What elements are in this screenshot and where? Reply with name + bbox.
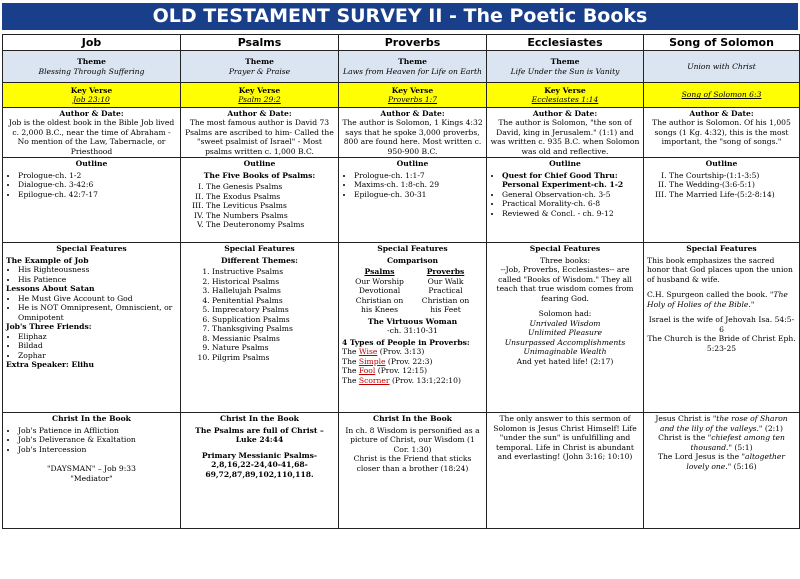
list-item: 8. Messianic Psalms bbox=[212, 334, 335, 343]
song-text-4: The Church is the Bride of Christ Eph. 5:23-25 bbox=[647, 334, 796, 353]
author-text: The author is Solomon, 1 Kings 4:32 says that he spoke 3,000 proverbs, 800 are found here. Most written c. 950-900 B.C. bbox=[342, 118, 483, 156]
outline-label: Outline bbox=[75, 159, 108, 169]
list-item: V. The Deuteronomy Psalms bbox=[206, 220, 335, 229]
list-item: • Practical Morality-ch. 6-8 bbox=[502, 199, 640, 208]
special-song bbox=[644, 243, 800, 413]
christ-label: Christ In the Book bbox=[52, 414, 131, 424]
key-verse-ref: Ecclesiastes 1:14 bbox=[531, 95, 599, 104]
key-verse-song bbox=[644, 83, 800, 108]
list-item: III. The Leviticus Psalms bbox=[206, 201, 335, 210]
outline-psalms bbox=[181, 158, 339, 243]
author-psalms bbox=[181, 108, 339, 158]
column-header-psalms: Psalms bbox=[181, 35, 339, 51]
special-label: Special Features bbox=[224, 244, 295, 254]
key-verse-proverbs bbox=[339, 83, 487, 108]
key-verse-psalms bbox=[181, 83, 339, 108]
comparison-psalms bbox=[350, 267, 410, 314]
column-header-ecclesiastes: Ecclesiastes bbox=[487, 35, 644, 51]
comparison-proverbs bbox=[416, 267, 476, 314]
list-item: 6. Supplication Psalms bbox=[212, 315, 335, 324]
list-item: • He is NOT Omnipresent, Omniscient, or Omnipotent bbox=[18, 303, 177, 322]
theme-label: Theme bbox=[245, 57, 274, 67]
list-item: • Prologue-ch. 1-2 bbox=[18, 171, 177, 180]
key-verse-ecclesiastes bbox=[487, 83, 644, 108]
song-text-1: This book emphasizes the sacred honor that God places upon the union of husband & wife. bbox=[647, 255, 793, 284]
theme-text: Life Under the Sun is Vanity bbox=[510, 66, 620, 76]
list-item: • Prologue-ch. 1:1-7 bbox=[354, 171, 483, 180]
list-item: • His Righteousness bbox=[18, 265, 177, 274]
column-header-proverbs: Proverbs bbox=[339, 35, 487, 51]
wisdom-text: In ch. 8 Wisdom is personified as a picture of Christ, our Wisdom (1 Cor. 1:30) bbox=[345, 425, 480, 454]
author-label: Author & Date: bbox=[227, 109, 292, 118]
list-item: • Bildad bbox=[18, 341, 177, 350]
list-item: 5. Imprecatory Psalms bbox=[212, 305, 335, 314]
list-item: I. The Courtship-(1:1-3:5) bbox=[669, 171, 796, 180]
mediator: "Mediator" bbox=[70, 473, 113, 483]
list-item: I. The Genesis Psalms bbox=[206, 182, 335, 191]
author-text: Job is the oldest book in the Bible Job lived c. 2,000 B.C., near the time of Abraham - No mention of the Law, Tabernacle, or Priesthood bbox=[8, 118, 175, 156]
comparison-heading: Comparison bbox=[386, 255, 439, 265]
author-text: The most famous author is David 73 Psalms are ascribed to him- Called the "sweet psalmist of Israel" - Most psalms written c. 1,000 B.C. bbox=[185, 118, 334, 156]
friends-heading: Job's Three Friends: bbox=[6, 322, 92, 332]
list-item: Unlimited Pleasure bbox=[527, 328, 603, 338]
christ-ecclesiastes bbox=[487, 413, 644, 529]
virtuous-woman: The Virtuous Woman bbox=[367, 316, 458, 326]
song-text-3: Israel is the wife of Jehovah Isa. 54:5-6 bbox=[648, 315, 795, 334]
theme-label: Theme bbox=[550, 57, 580, 67]
theme-text: Union with Christ bbox=[687, 61, 756, 71]
key-verse-row bbox=[3, 83, 800, 108]
outline-ecclesiastes bbox=[487, 158, 644, 243]
special-label: Special Features bbox=[529, 244, 601, 254]
list-item: Unimaginable Wealth bbox=[523, 347, 607, 357]
list-item: • Job's Patience in Affliction bbox=[18, 426, 177, 435]
list-item: • Job's Intercession bbox=[18, 445, 177, 454]
outline-song bbox=[644, 158, 800, 243]
christ-row bbox=[3, 413, 800, 529]
key-verse-ref: Psalm 29:2 bbox=[238, 95, 281, 104]
column-header-job: Job bbox=[3, 35, 181, 51]
list-item: • General Observation-ch. 3-5 bbox=[502, 190, 640, 199]
friend-text: Christ is the Friend that sticks closer than a brother (18:24) bbox=[353, 454, 472, 473]
psalms-full-of-christ: The Psalms are full of Christ – Luke 24:44 bbox=[195, 425, 324, 445]
list-item: 2. Historical Psalms bbox=[212, 277, 335, 286]
list-item: • Epilogue-ch. 30-31 bbox=[354, 190, 483, 199]
list-item: Unsurpassed Accomplishments bbox=[504, 337, 626, 347]
christ-label: Christ In the Book bbox=[373, 414, 452, 424]
comparison-proverbs-text: Our Walk Practical Christian on his Feet bbox=[421, 276, 470, 315]
survey-table bbox=[2, 34, 800, 529]
comparison-psalms-text: Our Worship Devotional Christian on his Knees bbox=[355, 276, 404, 315]
author-text: The author is Solomon, "the son of David, king in Jerusalem." (1:1) and was written c. 935 B.C. when Solomon was old and reflective. bbox=[490, 118, 640, 156]
themes-heading: Different Themes: bbox=[221, 255, 298, 265]
theme-job bbox=[3, 51, 181, 83]
theme-text: Blessing Through Suffering bbox=[38, 66, 145, 76]
special-ecclesiastes bbox=[487, 243, 644, 413]
list-item: The Simple (Prov. 22:3) bbox=[342, 356, 433, 366]
christ-job bbox=[3, 413, 181, 529]
outline-label: Outline bbox=[243, 159, 276, 169]
theme-ecclesiastes bbox=[487, 51, 644, 83]
key-verse-label: Key Verse bbox=[544, 85, 586, 95]
key-verse-label: Key Verse bbox=[70, 85, 113, 95]
comparison-columns bbox=[342, 267, 483, 314]
list-item: The Scorner (Prov. 13:1;22:10) bbox=[342, 375, 461, 385]
christ-psalms bbox=[181, 413, 339, 529]
key-verse-ref: Proverbs 1:7 bbox=[387, 95, 438, 104]
outline-proverbs bbox=[339, 158, 487, 243]
example-heading: The Example of Job bbox=[6, 255, 89, 265]
solomon-had: Solomon had: bbox=[538, 309, 592, 319]
list-item: 7. Thanksgiving Psalms bbox=[212, 324, 335, 333]
christ-proverbs bbox=[339, 413, 487, 529]
column-header-song: Song of Solomon bbox=[644, 35, 800, 51]
list-item: • Epilogue-ch. 42:7-17 bbox=[18, 190, 177, 199]
list-item: III. The Married Life-(5:2-8:14) bbox=[669, 190, 796, 199]
list-item: 1. Instructive Psalms bbox=[212, 267, 335, 276]
key-verse-ref: Job 23:10 bbox=[73, 95, 110, 104]
outline-row bbox=[3, 158, 800, 243]
song-christ-1: Jesus Christ is "the rose of Sharon and the lily of the valleys." (2:1) bbox=[655, 414, 788, 433]
author-label: Author & Date: bbox=[689, 109, 754, 118]
three-books-text: --Job, Proverbs, Ecclesiastes-- are called "Books of Wisdom." They all teach that true wisdom comes from fearing God. bbox=[496, 265, 634, 303]
author-label: Author & Date: bbox=[59, 109, 124, 118]
list-item: • His Patience bbox=[18, 275, 177, 284]
author-proverbs bbox=[339, 108, 487, 158]
special-job bbox=[3, 243, 181, 413]
list-item: • Dialogue-ch. 3-42:6 bbox=[18, 180, 177, 189]
hated-life: And yet hated life! (2:17) bbox=[516, 356, 614, 366]
list-item: • Reviewed & Concl. - ch. 9-12 bbox=[502, 209, 640, 218]
outline-label: Outline bbox=[549, 159, 581, 169]
key-verse-ref: Song of Solomon 6:3 bbox=[681, 90, 762, 100]
list-item: Unrivaled Wisdom bbox=[529, 318, 601, 328]
list-item: 3. Hallelujah Psalms bbox=[212, 286, 335, 295]
christ-label: Christ In the Book bbox=[220, 414, 299, 424]
list-item: 9. Nature Psalms bbox=[212, 343, 335, 352]
theme-psalms bbox=[181, 51, 339, 83]
list-item: • Eliphaz bbox=[18, 332, 177, 341]
list-item: • Zophar bbox=[18, 351, 177, 360]
primary-messianic: Primary Messianic Psalms- bbox=[201, 450, 318, 460]
list-item: • Job's Deliverance & Exaltation bbox=[18, 435, 177, 444]
special-psalms bbox=[181, 243, 339, 413]
song-christ-2: Christ is the "chiefest among ten thousand." (5:1) bbox=[658, 433, 785, 452]
key-verse-label: Key Verse bbox=[391, 85, 434, 95]
answer-text: The only answer to this sermon of Solomon is Jesus Christ Himself! Life "under the sun" is unfulfilling and temporal. Life in Christ is abundant and everlasting! (John 3:16; 10:10) bbox=[493, 414, 637, 462]
author-job bbox=[3, 108, 181, 158]
theme-label: Theme bbox=[77, 57, 106, 67]
author-label: Author & Date: bbox=[532, 109, 598, 118]
song-text-2: C.H. Spurgeon called the book. "The Holy of Holies of the Bible." bbox=[647, 290, 788, 309]
outline-label: Outline bbox=[396, 159, 429, 169]
page-title: OLD TESTAMENT SURVEY II - The Poetic Books bbox=[2, 3, 798, 30]
outline-label: Outline bbox=[705, 159, 738, 169]
author-row bbox=[3, 108, 800, 158]
extra-speaker: Extra Speaker: Elihu bbox=[6, 360, 95, 370]
daysman: "DAYSMAN" – Job 9:33 bbox=[47, 464, 136, 474]
author-text: The author is Solomon. Of his 1,005 songs (1 Kg. 4:32), this is the most important, the "song of songs." bbox=[652, 118, 791, 147]
messianic-list: 2,8,16,22-24,40-41,68-69,72,87,89,102,110,118. bbox=[205, 460, 314, 479]
theme-text: Prayer & Praise bbox=[228, 66, 291, 76]
three-books-heading: Three books: bbox=[539, 255, 591, 265]
list-item: • Quest for Chief Good Thru: Personal Experiment-ch. 1-2 bbox=[502, 171, 640, 190]
special-label: Special Features bbox=[56, 244, 127, 254]
list-item: The Fool (Prov. 12:15) bbox=[342, 366, 428, 376]
author-song bbox=[644, 108, 800, 158]
virtuous-woman-ref: -ch. 31:10-31 bbox=[387, 326, 438, 336]
outline-psalms-heading: The Five Books of Psalms: bbox=[203, 170, 316, 180]
comparison-psalms-head: Psalms bbox=[364, 267, 395, 277]
author-ecclesiastes bbox=[487, 108, 644, 158]
special-features-row bbox=[3, 243, 800, 413]
theme-song bbox=[644, 51, 800, 83]
key-verse-label: Key Verse bbox=[238, 85, 281, 95]
list-item: II. The Exodus Psalms bbox=[206, 192, 335, 201]
list-item: 4. Penitential Psalms bbox=[212, 296, 335, 305]
theme-text: Laws from Heaven for Life on Earth bbox=[343, 66, 482, 76]
list-item: 10. Pilgrim Psalms bbox=[212, 353, 335, 362]
special-proverbs bbox=[339, 243, 487, 413]
list-item: IV. The Numbers Psalms bbox=[206, 211, 335, 220]
outline-job bbox=[3, 158, 181, 243]
theme-label: Theme bbox=[398, 57, 427, 67]
satan-heading: Lessons About Satan bbox=[6, 284, 95, 294]
theme-row bbox=[3, 51, 800, 83]
christ-song bbox=[644, 413, 800, 529]
column-headers bbox=[3, 35, 800, 51]
theme-proverbs bbox=[339, 51, 487, 83]
list-item: II. The Wedding-(3:6-5:1) bbox=[669, 180, 796, 189]
comparison-proverbs-head: Proverbs bbox=[426, 267, 465, 277]
list-item: • Maxims-ch. 1:8-ch. 29 bbox=[354, 180, 483, 189]
list-item: The Wise (Prov. 3:13) bbox=[342, 347, 425, 357]
types-heading: 4 Types of People in Proverbs: bbox=[342, 337, 470, 347]
special-label: Special Features bbox=[686, 244, 757, 254]
key-verse-job bbox=[3, 83, 181, 108]
song-christ-3: The Lord Jesus is the "altogether lovely one." (5:16) bbox=[657, 452, 786, 471]
special-label: Special Features bbox=[377, 244, 448, 254]
list-item: • He Must Give Account to God bbox=[18, 294, 177, 303]
author-label: Author & Date: bbox=[380, 109, 445, 118]
